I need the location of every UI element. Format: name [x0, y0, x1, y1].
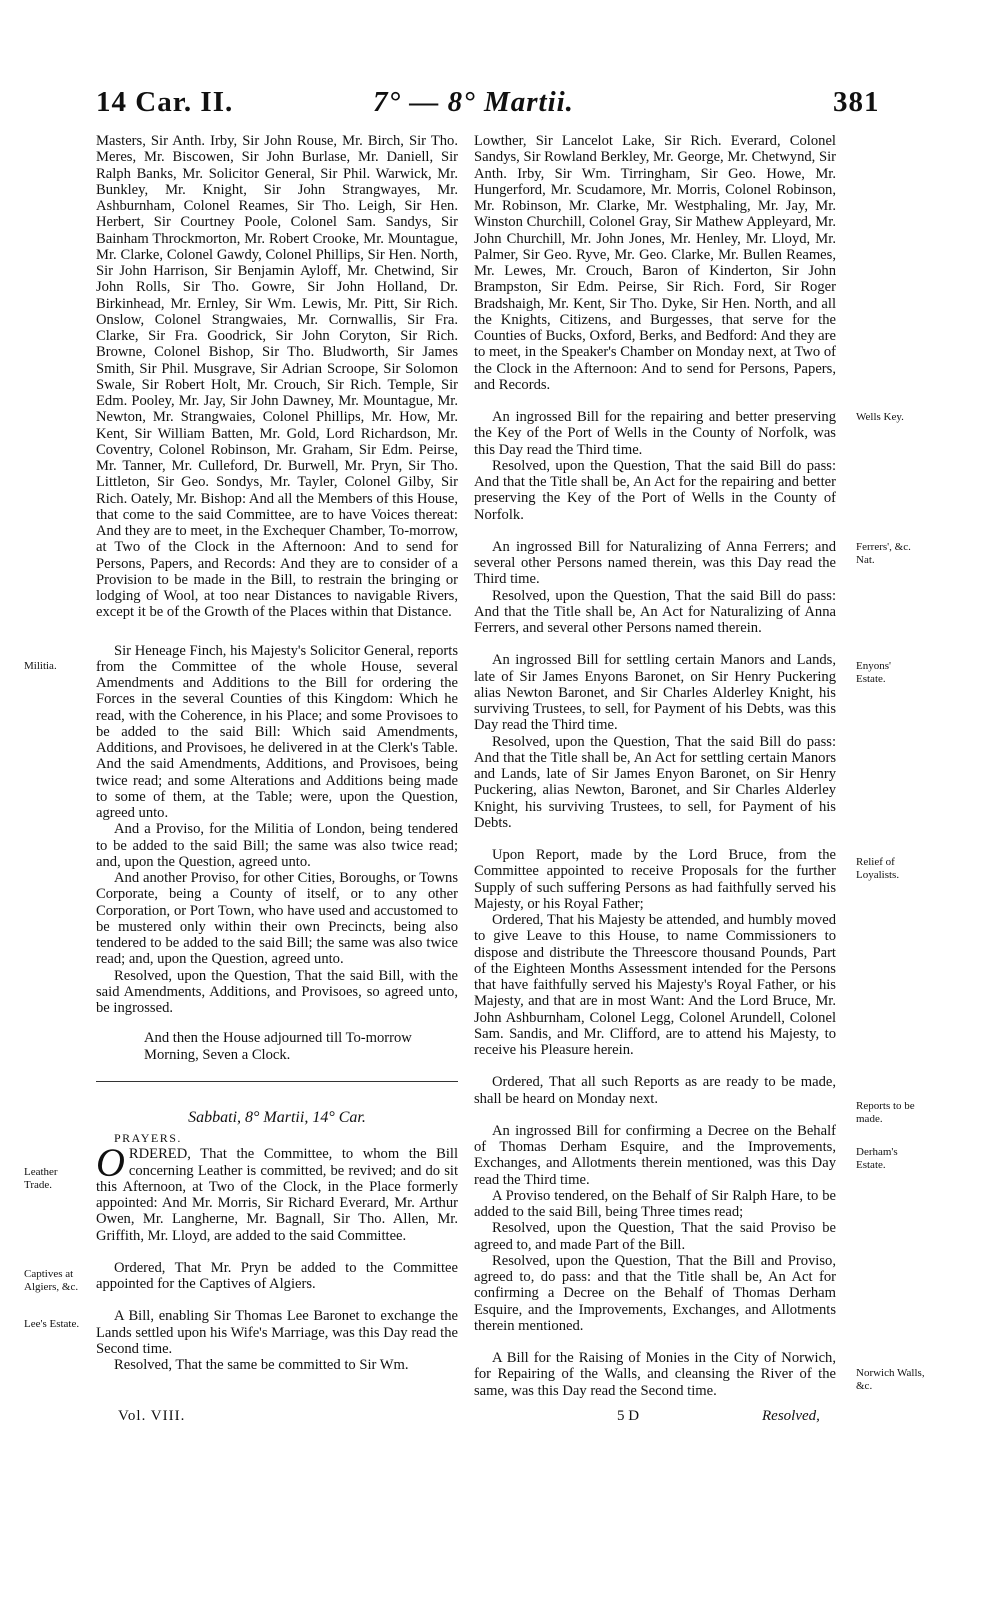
header-regnal-year: 14 Car. II. — [96, 86, 234, 118]
margin-note-norwich: Norwich Walls, &c. — [856, 1367, 925, 1392]
paragraph: Resolved, upon the Question, That the Bill and Proviso, agreed to, do pass: and that the Title shall be, An Act for confirming a Decree on the Behalf of Thomas Derham Esquire, and the Improvements, Exchanges, and Allotments therein mentioned. — [474, 1252, 836, 1334]
paragraph: Resolved, upon the Question, That the said Bill, with the said Amendments, Additions, and Provisoes, so agreed unto, be ingrossed. — [96, 967, 458, 1016]
paragraph: A Bill, enabling Sir Thomas Lee Baronet to exchange the Lands settled upon his Wife's Marriage, was this Day read the Second time. — [96, 1308, 458, 1357]
right-column — [474, 133, 836, 1399]
margin-note-derham: Derham's Estate. — [856, 1146, 898, 1171]
page-header — [0, 86, 992, 130]
signature-mark: 5 D — [617, 1408, 640, 1424]
margin-note-wells: Wells Key. — [856, 411, 904, 423]
volume-label: Vol. VIII. — [118, 1408, 186, 1424]
margin-note-ferrers: Ferrers', &c. Nat. — [856, 541, 911, 566]
paragraph: And a Proviso, for the Militia of London, being tendered to be added to the said Bill; the same was also twice read; and, upon the Question, agreed unto. — [96, 821, 458, 870]
paragraph: Ordered, That Mr. Pryn be added to the Committee appointed for the Captives of Algiers. — [96, 1259, 458, 1292]
paragraph-text: RDERED, That the Committee, to whom the Bill concerning Leather is committed, be revived; and do sit this Afternoon, at Two of the Clock, in the Place formerly appointed: And Mr. Morris, Sir Richard Everard, Mr. Arthur Owen, Mr. Langherne, Mr. Bagnall, Sir Tho. Allen, Mr. Griffith, Mr. Lloyd, are added to the said Committee. — [96, 1146, 458, 1244]
header-page-number: 381 — [833, 86, 880, 118]
paragraph: An ingrossed Bill for Naturalizing of Anna Ferrers; and several other Persons named therein, was this Day read the Third time. — [474, 538, 836, 588]
prayers-label: PRAYERS. — [114, 1131, 182, 1145]
paragraph: A Proviso tendered, on the Behalf of Sir Ralph Hare, to be added to the said Bill, being Three times read; — [474, 1187, 836, 1220]
paragraph: Ordered, That all such Reports as are ready to be made, shall be heard on Monday next. — [474, 1074, 836, 1107]
catchword: Resolved, — [762, 1408, 820, 1424]
paragraph: Masters, Sir Anth. Irby, Sir John Rouse, Mr. Birch, Sir Tho. Meres, Mr. Biscowen, Sir John Burlase, Mr. Daniell, Sir Ralph Banks, Mr. Solicitor General, Sir Phil. Warwick, Mr. Bunkley, Mr. Knight, Sir John Strangwayes, Mr. Ashburnham, Colonel Reames, Sir Tho. Leigh, Sir Hen. Herbert, Sir Courtney Poole, Colonel Sam. Sandys, Sir Bainham Throckmorton, Mr. Robert Crooke, Mr. Mountague, Mr. Clarke, Colonel Gawdy, Colonel Phillips, Sir Hen. North, Sir John Harrison, Sir Benjamin Ayloff, Mr. Chetwind, Sir John Rolls, Sir Tho. Gowre, Sir John Holland, Dr. Birkinhead, Mr. Ernley, Sir Wm. Lewis, Mr. Pitt, Sir Rich. Onslow, Colonel Strangwaies, Mr. Cornwallis, Sir Fra. Clarke, Sir Fra. Goodrick, Sir John Coryton, Sir Rich. Browne, Colonel Bishop, Sir Tho. Bludworth, Sir James Smith, Sir Phil. Musgrave, Sir Adrian Scroope, Sir Solomon Swale, Sir Robert Holt, Mr. Crouch, Sir Rich. Temple, Sir Edm. Pooley, Mr. Jay, Sir John Dawney, Mr. Mountague, Mr. Newton, Mr. Strangwaies, Colonel Phillips, Mr. How, Mr. Kent, Sir William Batten, Mr. Gold, Lord Richardson, Mr. Coventry, Colonel Robinson, Mr. Graham, Sir Edm. Peirse, Mr. Tanner, Mr. Culleford, Dr. Burwell, Mr. Pryn, Sir Tho. Littleton, Sir Geo. Sondys, Mr. Tayler, Colonel Gilby, Sir Rich. Oately, Mr. Bishop: And all the Members of this House, that come to the said Committee, are to have Voices thereat: And they are to meet, in the Exchequer Chamber, To-morrow, at Two of the Clock in the Afternoon: And to send for Persons, Papers, and Records: And they are to consider of a Provision to be made in the Bill, to restrain the bringing or lodging of Wool, at too near Distances to navigable Rivers, except it be of the Growth of the Places within that Distance. — [96, 133, 458, 621]
paragraph — [96, 1140, 458, 1244]
paragraph: Resolved, upon the Question, That the said Bill do pass: And that the Title shall be, An Act for the repairing and better preserving the Key of the Port of Wells in the County of Norfolk. — [474, 457, 836, 523]
paragraph: Resolved, upon the Question, That the said Bill do pass: And that the Title shall be, An Act for Naturalizing of Anna Ferrers, and several other Persons named therein. — [474, 587, 836, 636]
paragraph: An ingrossed Bill for settling certain Manors and Lands, late of Sir James Enyons Baronet, on Sir Henry Puckering alias Newton Baronet, and Sir Charles Alderley Knight, his surviving Trustees, to sell, for Payment of his Debts, was this Day read the Third time. — [474, 652, 836, 734]
margin-note-leather: Leather Trade. — [24, 1166, 58, 1191]
margin-note-captives: Captives at Algiers, &c. — [24, 1268, 79, 1293]
paragraph: Resolved, That the same be committed to Sir Wm. — [114, 1357, 409, 1373]
paragraph: And another Proviso, for other Cities, Boroughs, or Towns Corporate, being a County of itself, or to any other Corporation, or Port Town, who have used and accustomed to be mustered only within their own Precincts, being also tendered to be added to the said Bill; the same was also twice read; and, upon the Question, agreed unto. — [96, 870, 458, 968]
paragraph: An ingrossed Bill for the repairing and better preserving the Key of the Port of Wells in the County of Norfolk, was this Day read the Third time. — [474, 409, 836, 458]
margin-note-lees: Lee's Estate. — [24, 1318, 80, 1330]
margin-note-militia: Militia. — [24, 660, 57, 672]
paragraph: A Bill for the Raising of Monies in the City of Norwich, for Repairing of the Walls, and cleansing the River of the same, was this Day read the Second time. — [474, 1350, 836, 1399]
header-date: 7° — 8° Martii. — [373, 86, 574, 118]
day-heading: Sabbati, 8° Martii, 14° Car. — [188, 1108, 366, 1126]
drop-cap: O — [96, 1140, 125, 1186]
paragraph: An ingrossed Bill for confirming a Decree on the Behalf of Thomas Derham Esquire, and the Improvements, Exchanges, and Allotments therein mentioned, was this Day read the Third time. — [474, 1122, 836, 1188]
margin-note-reports: Reports to be made. — [856, 1100, 915, 1125]
paragraph: Upon Report, made by the Lord Bruce, from the Committee appointed to receive Proposals for the further Supply of such suffering Persons as had faithfully served his Majesty, or his Royal Father; — [474, 847, 836, 912]
paragraph: Resolved, upon the Question, That the said Proviso be agreed to, and made Part of the Bill. — [474, 1220, 836, 1253]
margin-note-relief: Relief of Loyalists. — [856, 856, 900, 881]
paragraph: Lowther, Sir Lancelot Lake, Sir Rich. Everard, Colonel Sandys, Sir Rowland Berkley, Mr. George, Mr. Chetwynd, Sir Anth. Irby, Sir Wm. Tirringham, Sir Geo. Howe, Mr. Hungerford, Mr. Scudamore, Mr. Morris, Colonel Robinson, Mr. Robinson, Mr. Clarke, Mr. Westphaling, Mr. Jay, Mr. Winston Churchill, Colonel Gray, Sir Mathew Appleyard, Mr. John Churchill, Mr. John Jones, Mr. Henley, Mr. Lloyd, Mr. Palmer, Sir Geo. Ryve, Mr. Geo. Clarke, Mr. Bullen Reames, Mr. Lewes, Mr. Crouch, Baron of Kinderton, Sir John Brampston, Sir Edm. Peirse, Sir Rich. Ford, Sir Roger Bradshaigh, Mr. Kent, Sir Tho. Dyke, Sir Hen. North, and all the Knights, Citizens, and Burgesses, that serve for the Counties of Bucks, Oxford, Berks, and Bedford: And they are to meet, in the Speaker's Chamber on Monday next, at Two of the Clock in the Afternoon: And to send for Persons, Papers, and Records. — [474, 133, 836, 393]
adjournment-text: And then the House adjourned till To-morrow Morning, Seven a Clock. — [144, 1030, 412, 1063]
paragraph: Sir Heneage Finch, his Majesty's Solicitor General, reports from the Committee of the whole House, several Amendments and Additions to the Bill for ordering the Forces in the several Counties of this Kingdom: Which he read, with the Coherence, in his Place; and some Provisoes to be added to the said Bill: Which said Amendments, Additions, and Provisoes, he delivered in at the Clerk's Table. And the said Amendments, Additions, and Provisoes, being twice read; and some Alterations and Additions being made to some of them, at the Table; were, upon the Question, agreed unto. — [96, 642, 458, 821]
paragraph: Resolved, upon the Question, That the said Bill do pass: And that the Title shall be, An Act for settling certain Manors and Lands, late of Sir James Enyon Baronet, on Sir Henry Puckering, alias Newton, Baronet, and Sir Charles Alderley Knight, his surviving Trustees, to sell, for Payment of his Debts. — [474, 733, 836, 831]
paragraph: Ordered, That his Majesty be attended, and humbly moved to give Leave to this House, to name Commissioners to dispose and distribute the Threescore thousand Pounds, Part of the Eighteen Months Assessment intended for the Persons that have faithfully served his Majesty's Royal Father, or his Majesty, and that are in most Want: And the Lord Bruce, Mr. John Ashburnham, Colonel Legg, Colonel Arundell, Colonel Sam. Sandis, and Mr. Clifford, are to attend his Majesty, to receive his Pleasure herein. — [474, 912, 836, 1058]
left-column — [96, 133, 458, 1373]
section-divider — [96, 1081, 458, 1082]
margin-note-enyons: Enyons' Estate. — [856, 660, 891, 685]
